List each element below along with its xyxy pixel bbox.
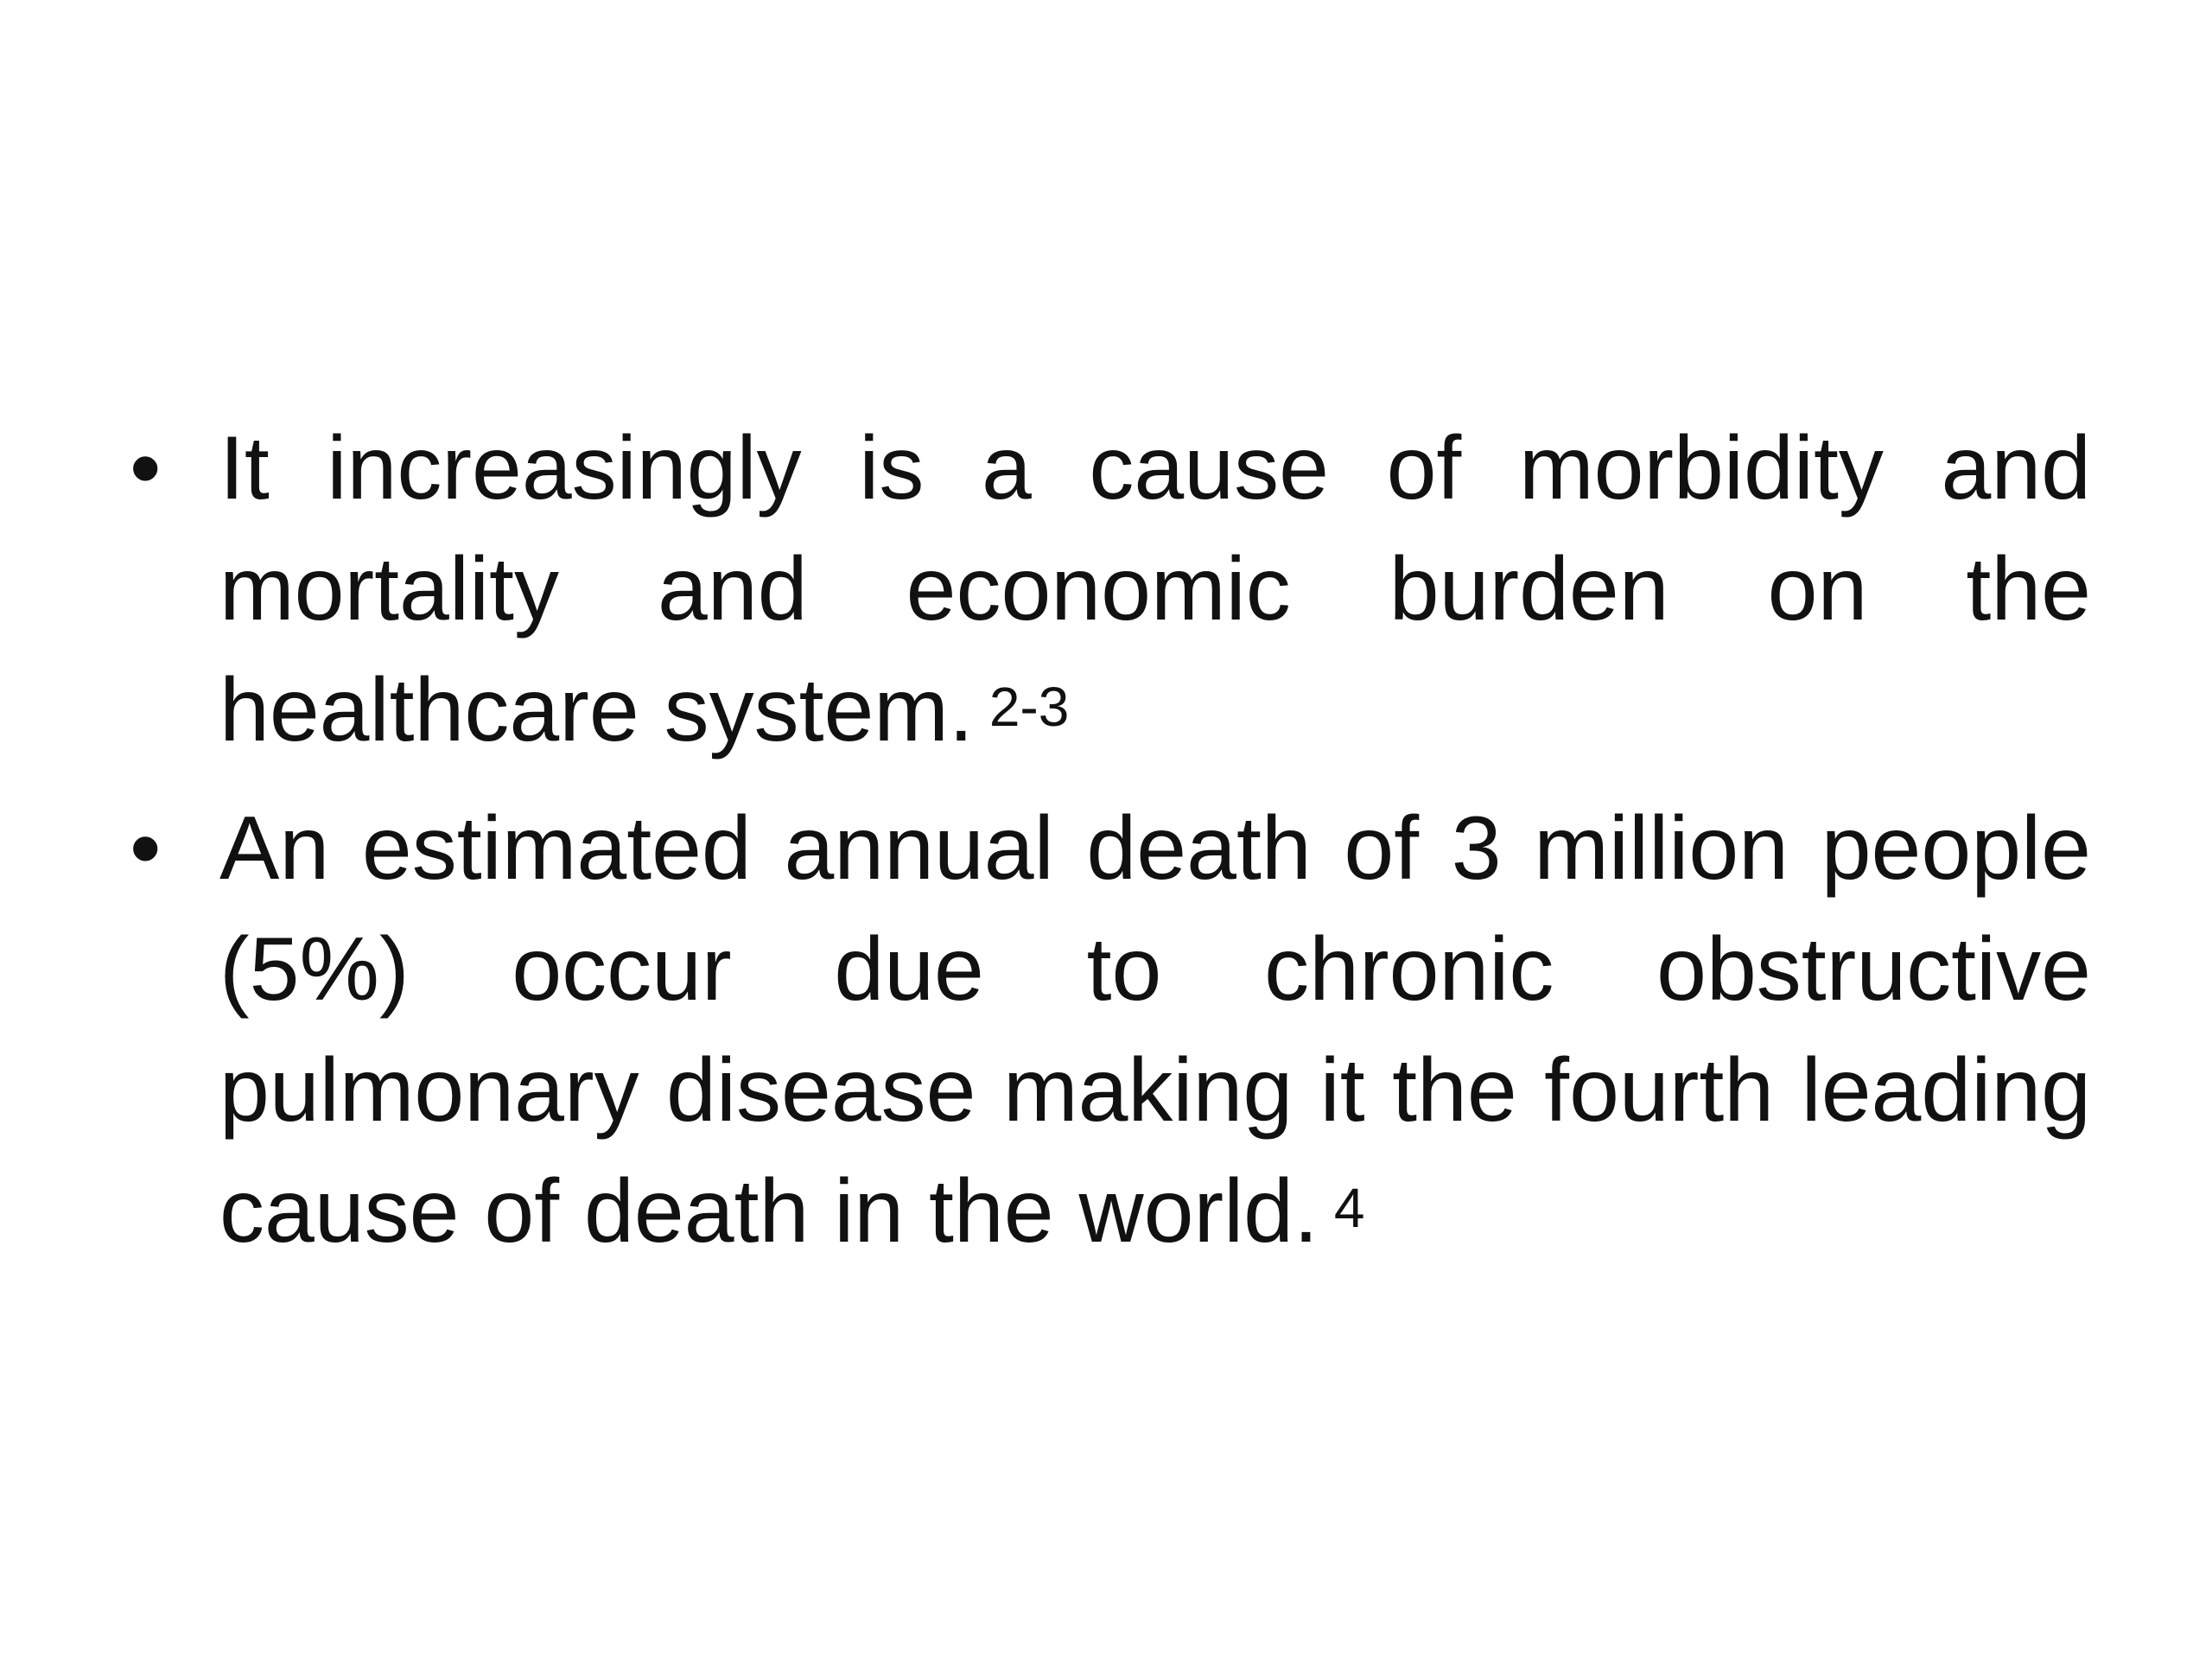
bullet-text: An estimated annual death of 3 million people (5%) occur due to chronic obstructive pulmonary disease making it the fourth leading cause of death in the world. bbox=[219, 798, 2091, 1262]
bullet-dot-icon: • bbox=[130, 798, 162, 899]
bullet-item bbox=[130, 788, 2091, 1272]
citation-superscript: 4 bbox=[1333, 1177, 1365, 1239]
bullet-dot-icon: • bbox=[130, 418, 162, 518]
bullet-item bbox=[130, 408, 2091, 771]
citation-superscript: 2-3 bbox=[988, 676, 1070, 738]
bullet-list bbox=[130, 408, 2091, 1289]
bullet-text: It increasingly is a cause of morbidity and mortality and economic burden on the healthcare system. bbox=[219, 418, 2091, 760]
